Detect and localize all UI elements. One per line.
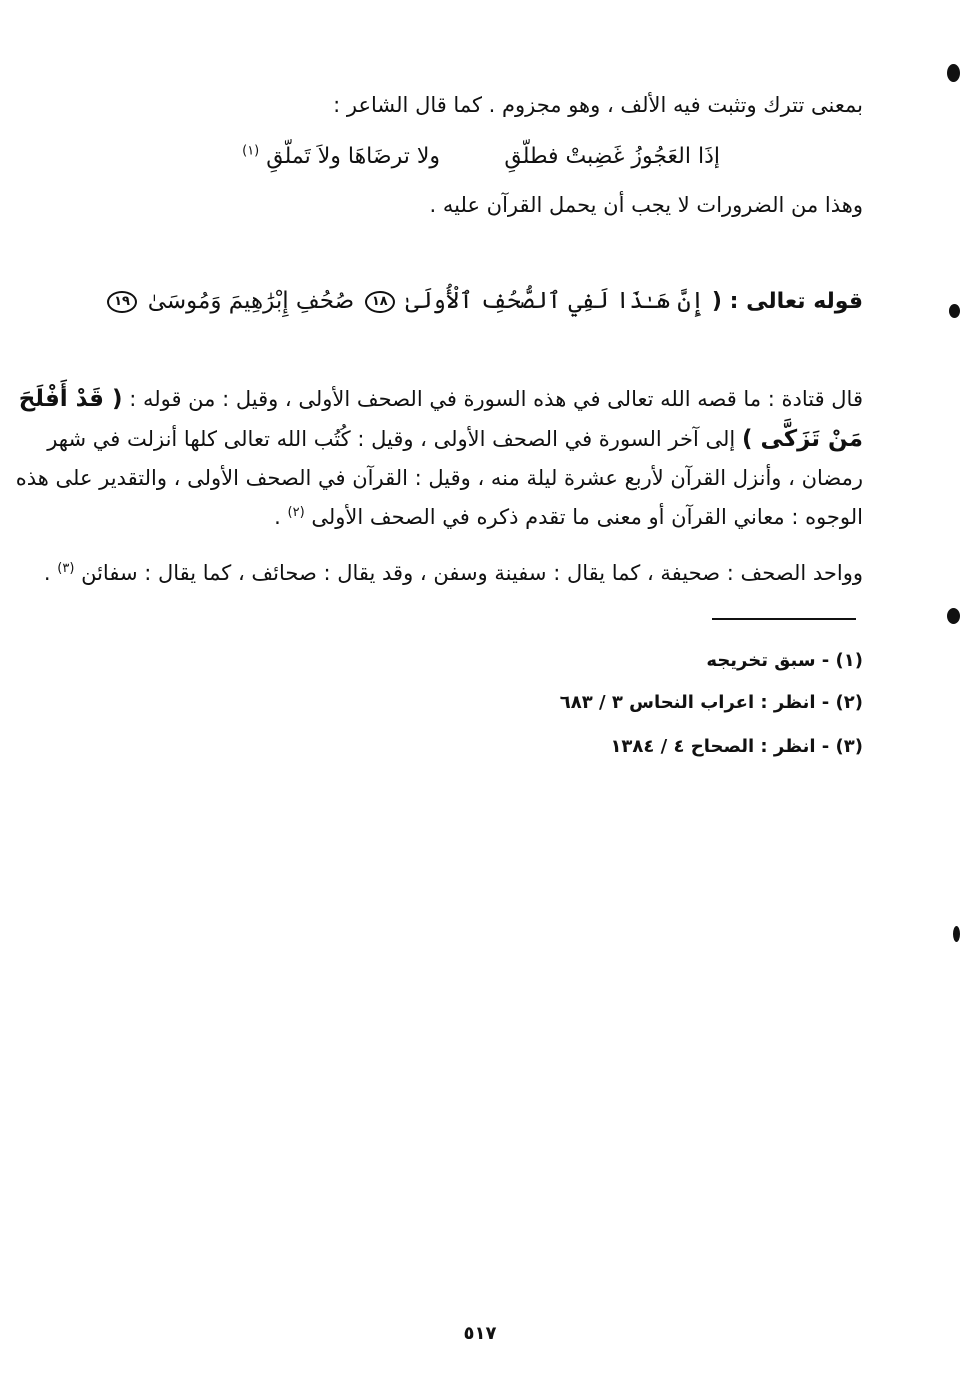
text-line: [430, 190, 863, 220]
text-line: [333, 90, 863, 120]
ayah-number-marker: ١٨: [365, 291, 395, 313]
verse-text: إذَا العَجُوزُ غَضِبتْ فطلّقِ: [504, 144, 720, 169]
footnote-divider: [712, 618, 856, 620]
text-content: وواحد الصحف : صحيفة ، كما يقال : سفينة وسفن ، وقد يقال : صحائف ، كما يقال : سفائن: [81, 561, 863, 585]
footnote-text: (١) - سبق تخريجه: [706, 650, 863, 671]
text-content: الوجوه : معاني القرآن أو معنى ما تقدم ذكره في الصحف الأولى: [311, 505, 863, 529]
text-content: إلى آخر السورة في الصحف الأولى ، وقيل : كُتُب الله تعالى كلها أنزلت في شهر: [47, 427, 736, 451]
poem-verse-first-half: [504, 142, 720, 172]
footnote-text: (٢) - انظر : اعراب النحاس ٣ / ٦٨٣: [559, 692, 863, 713]
poem-verse-second-half: [242, 142, 440, 172]
paragraph-line: [15, 463, 863, 493]
text-content: قال قتادة : ما قصه الله تعالى في هذه السورة في الصحف الأولى ، وقيل : من قوله :: [129, 387, 863, 411]
text-content: رمضان ، وأنزل القرآن لأربع عشرة ليلة منه ، وقيل : القرآن في الصحف الأولى ، والتقدير على هذه: [15, 466, 863, 490]
footnote: [610, 732, 863, 762]
footnote: [560, 688, 863, 718]
quran-quote: مَنْ تَزَكَّى ): [741, 426, 863, 452]
sentence-end: .: [43, 561, 51, 585]
binding-mark: [947, 608, 960, 624]
text-content: بمعنى تترك وتثبت فيه الألف ، وهو مجزوم . كما قال الشاعر :: [333, 93, 863, 117]
verse-intro: قوله تعالى : (: [711, 289, 863, 314]
binding-mark: [947, 64, 960, 82]
paragraph-line: [274, 502, 863, 532]
page-number: ٥١٧: [463, 1323, 497, 1344]
sentence-end: .: [274, 505, 281, 529]
quran-text: صُحُفِ إِبْرَٰهِيمَ وَمُوسَىٰ: [147, 288, 355, 314]
text-content: وهذا من الضرورات لا يجب أن يحمل القرآن عليه .: [429, 193, 863, 217]
binding-mark: [953, 926, 960, 942]
binding-mark: [949, 304, 960, 318]
footnote: [706, 646, 863, 676]
footnote-reference: (٣): [57, 561, 75, 576]
quran-verse-line: [104, 284, 863, 319]
paragraph-line: [47, 424, 863, 454]
footnote-reference: (٢): [287, 505, 305, 520]
footnote-text: (٣) - انظر : الصحاح ٤ / ١٣٨٤: [610, 736, 863, 757]
quran-quote: ( قَدْ أَفْلَحَ: [18, 386, 123, 412]
paragraph-line: [44, 558, 863, 588]
footnote-reference: (١): [242, 143, 260, 159]
ayah-number-marker: ١٩: [107, 291, 137, 313]
verse-text: ولا ترضَاهَا ولاَ تَملّقِ: [266, 144, 440, 169]
quran-text: إِنَّ هَـٰذَا لَفِي ٱلصُّحُفِ ٱلْأُولَىٰ: [405, 288, 705, 314]
paragraph-line: [18, 384, 863, 414]
